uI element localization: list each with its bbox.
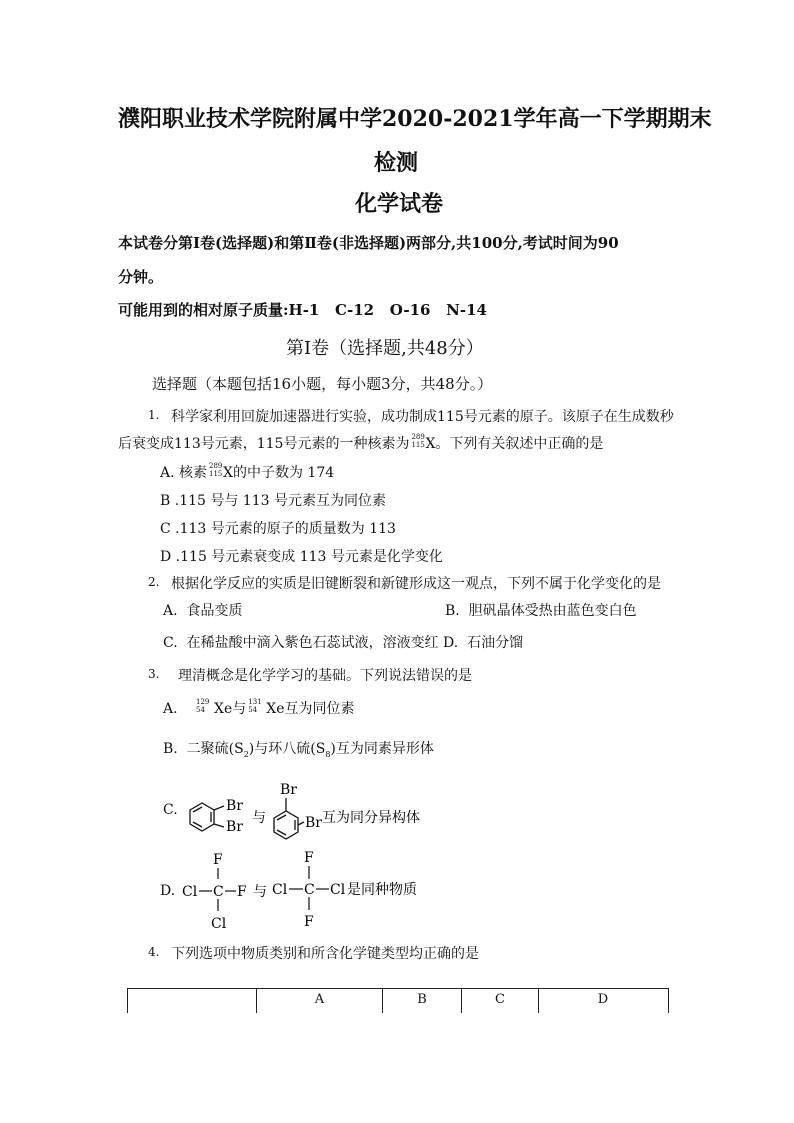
q1-option-d: D .115 号元素衰变成 113 号元素是化学变化 (160, 549, 443, 565)
q3-d-c: C (213, 884, 224, 900)
q3-d-cl-bottom: Cl (211, 916, 227, 932)
q3-b-s8-open: (S (310, 741, 326, 757)
q3-b-s2-close: ) (248, 741, 255, 757)
title-line-2: 检测 (374, 150, 419, 176)
benzene-ring-1 (190, 803, 224, 831)
q3-b-text-a: B. 二聚硫 (163, 741, 229, 757)
q3-stem: 理清概念是化学学习的基础。下列说法错误的是 (178, 668, 472, 684)
q1-option-b: B .115 号与 113 号元素互为同位素 (160, 493, 386, 509)
q3-c-br-3: Br (280, 782, 297, 798)
q3-b-s8-close: ) (330, 741, 336, 757)
q1-option-a-symbol: X (223, 465, 233, 481)
q1-stem-line-2 (118, 433, 603, 453)
q4-table-header-b: B (383, 989, 462, 1013)
q3-d-tail: 是同种物质 (347, 882, 417, 898)
q1-number: 1. (148, 408, 160, 422)
q1-option-a-text-a: A. 核素 (160, 465, 208, 481)
q4-table-header-empty (128, 989, 257, 1013)
q3-b-s8-sub: 8 (325, 749, 331, 759)
q3-a-mid: 与 (232, 701, 247, 717)
q4-table-header-c: C (462, 989, 539, 1013)
q2-option-a: A. 食品变质 (163, 603, 243, 619)
q2-stem: 根据化学反应的实质是旧键断裂和新键形成这一观点，下列不属于化学变化的是 (171, 576, 661, 592)
q1-option-a (160, 462, 334, 482)
q1-nuclide-symbol: X (425, 436, 436, 452)
atomic-masses: 可能用到的相对原子质量:H-1 C-12 O-16 N-14 (118, 301, 487, 319)
q1-nuclide-mass: 289 (411, 433, 425, 441)
q3-c-br-2: Br (226, 819, 243, 835)
q3-option-a-isotope-2 (248, 698, 266, 715)
q3-option-a-isotope-1 (196, 698, 214, 715)
q3-c-br-1: Br (226, 798, 243, 814)
q3-c-mid: 与 (252, 810, 266, 826)
q1-stem-line-2-a: 后衰变成113号元素，115号元素的一种核素为 (118, 436, 410, 452)
section-instruction: 选择题（本题包括16小题，每小题3分，共48分。） (152, 375, 493, 393)
q3-a-z-2: 54 (248, 706, 258, 714)
q1-option-a-nuclide (209, 462, 223, 479)
benzene-ring-2 (274, 798, 304, 839)
q4-table-header-d: D (597, 992, 609, 1007)
q3-c-br-4: Br (305, 815, 322, 831)
q2-option-b: B. 胆矾晶体受热由蓝色变白色 (445, 603, 637, 619)
subject-title: 化学试卷 (355, 191, 444, 217)
q2-option-d: D. 石油分馏 (443, 635, 524, 651)
q3-a-symbol-1: Xe (214, 701, 233, 717)
q3-d2-c: C (304, 882, 315, 898)
q4-table (127, 988, 669, 1013)
intro-line-1: 本试卷分第Ⅰ卷(选择题)和第Ⅱ卷(非选择题)两部分,共100分,考试时间为90 (118, 234, 619, 252)
q1-option-a-mass: 289 (209, 462, 223, 470)
q3-option-a-label: A. (163, 701, 178, 717)
q1-option-c: C .113 号元素的原子的质量数为 113 (160, 521, 396, 537)
q3-a-z-1: 54 (196, 706, 205, 714)
q4-table-header-a: A (257, 989, 383, 1013)
q3-option-d-structures (180, 848, 440, 938)
q3-d-mid: 与 (253, 884, 267, 900)
title-line-1: 濮阳职业技术学院附属中学2020-2021学年高一下学期期末 (118, 106, 712, 132)
q3-d-f-right: F (237, 884, 247, 900)
q1-nuclide (411, 433, 425, 450)
q4-number: 4. (148, 945, 160, 959)
q3-option-d-label: D. (160, 883, 176, 899)
q2-option-c: C. 在稀盐酸中滴入紫色石蕊试液，溶液变红 (163, 635, 439, 651)
q3-option-c-label: C. (163, 802, 178, 818)
q3-option-b (163, 738, 434, 759)
q3-a-mass-2: 131 (248, 698, 262, 706)
q4-stem: 下列选项中物质类别和所含化学键类型均正确的是 (171, 946, 479, 962)
q3-c-tail: 互为同分异构体 (322, 810, 420, 826)
q3-d-cl-left: Cl (182, 884, 198, 900)
q1-stem-line-2-b: 。下列有关叙述中正确的是 (435, 436, 604, 452)
q3-b-s2-open: (S (228, 741, 244, 757)
q1-option-a-z: 115 (209, 470, 223, 478)
q3-a-tail: 互为同位素 (284, 701, 355, 717)
q2-number: 2. (148, 575, 160, 589)
q1-stem-line-1: 科学家利用回旋加速器进行实验，成功制成115号元素的原子。该原子在生成数秒 (171, 409, 674, 425)
q3-option-a (163, 698, 355, 718)
q3-a-mass-1: 129 (196, 698, 210, 706)
q3-b-text-c: 互为同素异形体 (335, 741, 434, 757)
q3-number: 3. (148, 667, 160, 681)
q3-a-symbol-2: Xe (266, 701, 285, 717)
intro-line-2: 分钟。 (118, 268, 164, 286)
q3-d-f-top: F (213, 852, 223, 868)
q3-b-text-b: 与环八硫 (254, 741, 311, 757)
q3-d2-cl-left: Cl (272, 882, 288, 898)
q3-option-c-structures (182, 780, 442, 850)
q3-d2-f-top: F (304, 850, 314, 866)
q1-nuclide-z: 115 (411, 441, 425, 449)
q3-d2-cl-right: Cl (330, 882, 346, 898)
q3-d2-f-bottom: F (304, 914, 314, 930)
q3-b-s2-sub: 2 (243, 749, 249, 759)
section-title: 第Ⅰ卷（选择题,共48分） (286, 338, 484, 359)
q1-option-a-text-b: 的中子数为 174 (232, 465, 335, 481)
